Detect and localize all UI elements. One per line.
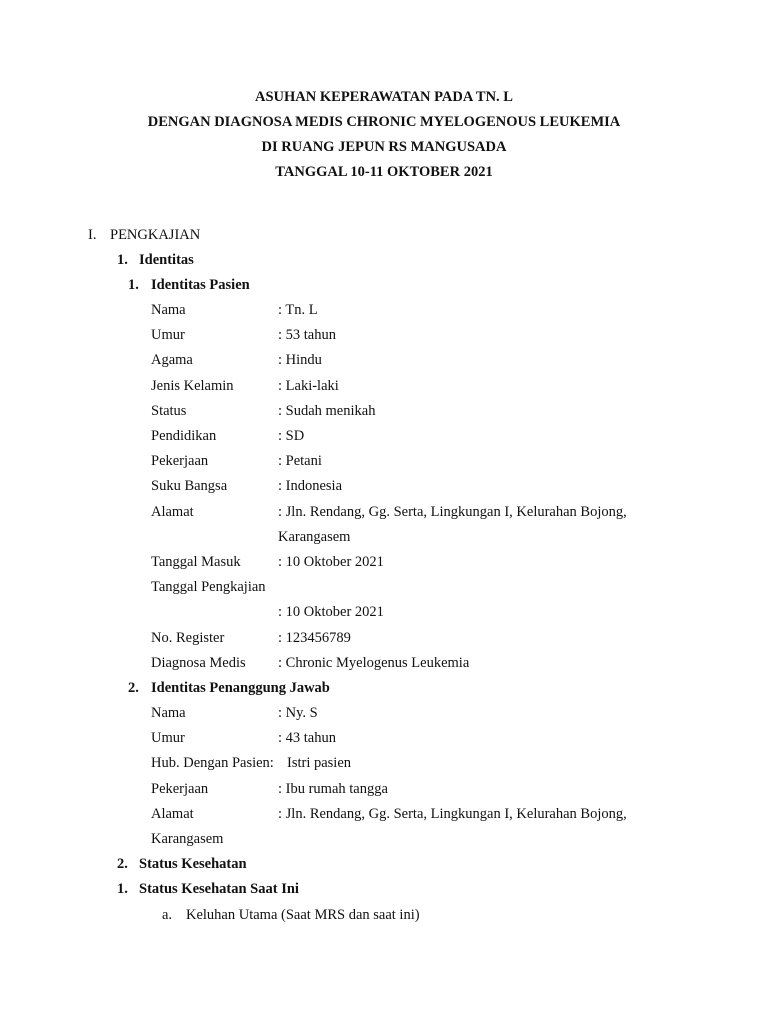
penanggung-heading: Identitas Penanggung Jawab [151,680,330,696]
field-label: Pekerjaan [151,781,209,797]
field-label: Nama [151,302,186,318]
field-value: : Ibu rumah tangga [278,781,388,797]
field-value: : 10 Oktober 2021 [278,554,384,570]
field-label: Pekerjaan [151,453,209,469]
field-value: : 53 tahun [278,327,336,343]
penanggung-number: 2. [128,680,139,696]
field-label: Suku Bangsa [151,478,228,494]
pasien-number: 1. [128,277,139,293]
field-value: : Jln. Rendang, Gg. Serta, Lingkungan I, Kelurahan Bojong, [278,806,627,822]
title-line-2: DENGAN DIAGNOSA MEDIS CHRONIC MYELOGENOUS LEUKEMIA [147,114,621,130]
field-label: Tanggal Masuk [151,554,241,570]
field-value-continued: Karangasem [278,529,351,545]
field-value: : Jln. Rendang, Gg. Serta, Lingkungan I, Kelurahan Bojong, [278,504,627,520]
field-value: : 10 Oktober 2021 [278,604,384,620]
field-value: : Tn. L [278,302,318,318]
field-value: Istri pasien [287,755,352,771]
field-label: No. Register [151,630,225,646]
section-number: I. [88,227,97,243]
field-label: Hub. Dengan Pasien: [151,755,274,771]
keluhan-label: Keluhan Utama (Saat MRS dan saat ini) [186,907,420,923]
title-line-1: ASUHAN KEPERAWATAN PADA TN. L [255,89,513,105]
identitas-number: 1. [117,252,128,268]
title-line-4: TANGGAL 10-11 OKTOBER 2021 [275,164,493,180]
field-value: : Hindu [278,352,322,368]
status-kesehatan-heading: Status Kesehatan [139,856,247,872]
field-label: Alamat [151,504,194,520]
field-label: Diagnosa Medis [151,655,246,671]
section-heading: PENGKAJIAN [110,227,201,243]
status-kesehatan-number: 2. [117,856,128,872]
field-value: : 123456789 [278,630,351,646]
field-label: Umur [151,327,185,343]
field-value: : Indonesia [278,478,343,494]
field-value: : Sudah menikah [278,403,376,419]
field-value: : Laki-laki [278,378,339,394]
field-label: Umur [151,730,185,746]
identitas-heading: Identitas [139,252,194,268]
field-value: : SD [278,428,305,444]
field-label: Alamat [151,806,194,822]
field-label: Agama [151,352,193,368]
field-label: Nama [151,705,186,721]
status-saat-ini-number: 1. [117,881,128,897]
field-value: : Petani [278,453,322,469]
field-value: : Chronic Myelogenus Leukemia [278,655,470,671]
field-label: Status [151,403,187,419]
field-value: : Ny. S [278,705,318,721]
field-label: Pendidikan [151,428,217,444]
pasien-heading: Identitas Pasien [151,277,250,293]
title-line-3: DI RUANG JEPUN RS MANGUSADA [261,139,507,155]
field-value-continued: Karangasem [151,831,224,847]
field-value: : 43 tahun [278,730,336,746]
field-label: Tanggal Pengkajian [151,579,266,595]
keluhan-letter: a. [162,907,173,923]
field-label: Jenis Kelamin [151,378,234,394]
status-saat-ini-heading: Status Kesehatan Saat Ini [139,881,299,897]
